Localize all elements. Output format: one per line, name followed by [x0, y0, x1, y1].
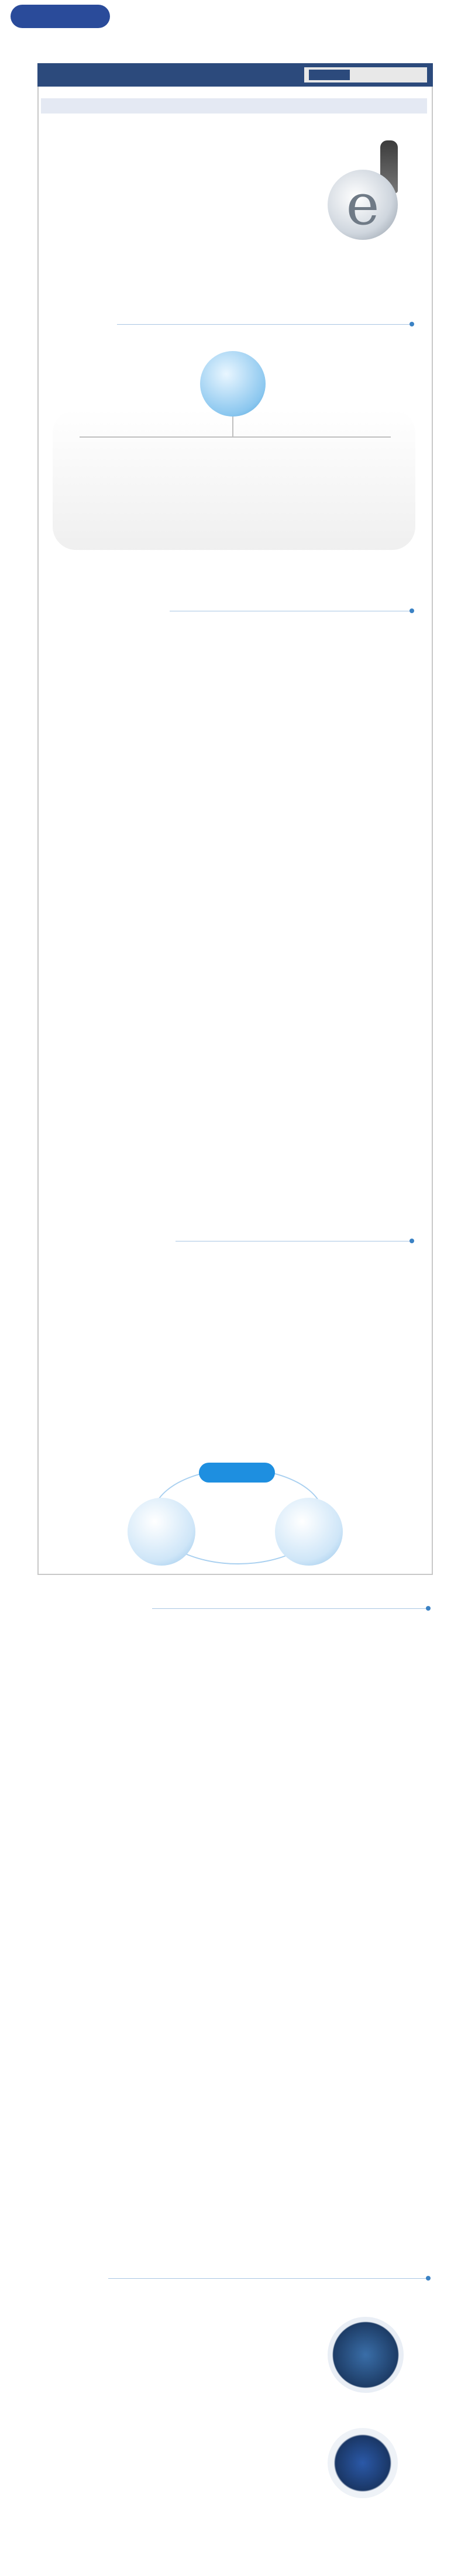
divider-dot-icon — [426, 2276, 431, 2281]
divider — [117, 324, 410, 325]
valve-parts-image — [328, 2428, 398, 2498]
core-competency-badge — [199, 1463, 275, 1483]
divider-dot-icon — [410, 322, 414, 326]
technology-circle — [275, 1498, 343, 1566]
divider-dot-icon — [410, 608, 414, 613]
brand-mark-icon — [309, 70, 350, 80]
section-header-bar — [37, 63, 433, 87]
divider-dot-icon — [410, 1239, 414, 1243]
divider-dot-icon — [426, 1606, 431, 1611]
company-logo[interactable] — [0, 0, 123, 54]
content-frame — [37, 63, 433, 1575]
org-ceo — [200, 351, 266, 417]
truck-background-image — [53, 410, 415, 550]
parts-photo-strip — [39, 2513, 432, 2572]
divider — [108, 2278, 427, 2279]
org-connector — [80, 436, 391, 438]
divider — [152, 1608, 427, 1609]
brand-logo — [304, 67, 427, 82]
marketing-circle — [128, 1498, 195, 1566]
org-connector — [232, 417, 233, 436]
e-globe-icon: e — [328, 170, 398, 240]
logo-text — [11, 5, 110, 28]
company-slogan — [41, 98, 427, 114]
hose-reel-image — [328, 2317, 404, 2393]
